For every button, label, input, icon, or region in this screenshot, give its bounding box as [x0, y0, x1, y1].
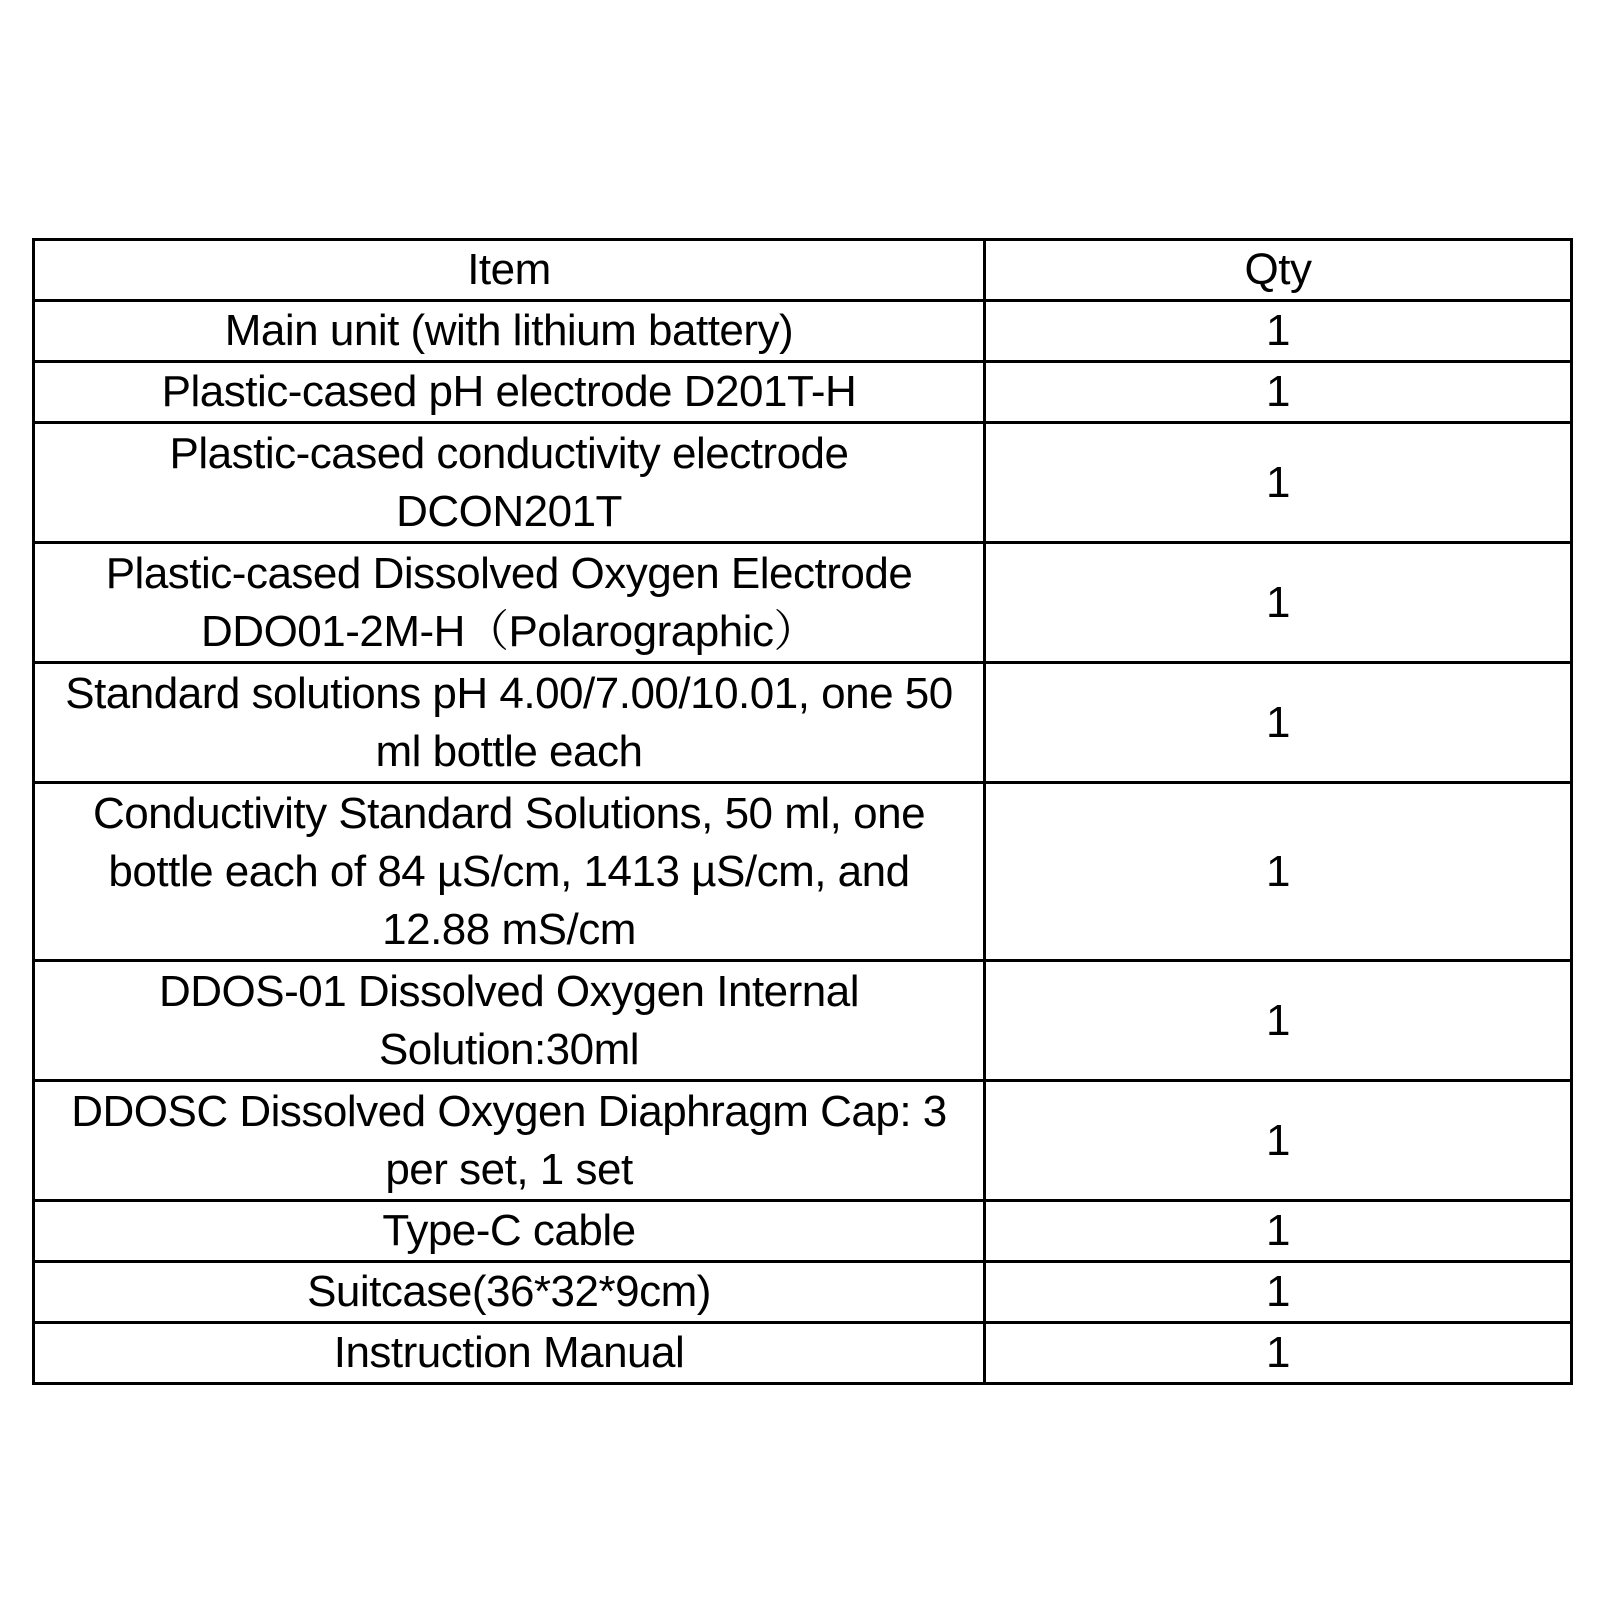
qty-cell: 1 — [985, 783, 1572, 961]
qty-cell: 1 — [985, 543, 1572, 663]
item-cell: Plastic-cased pH electrode D201T-H — [34, 362, 985, 423]
qty-cell: 1 — [985, 961, 1572, 1081]
table-body — [34, 301, 1572, 1384]
table-header — [34, 240, 1572, 301]
item-cell: Suitcase(36*32*9cm) — [34, 1262, 985, 1323]
table-row — [34, 783, 1572, 961]
table-row — [34, 961, 1572, 1081]
table-row — [34, 1081, 1572, 1201]
column-header-item: Item — [34, 240, 985, 301]
table-row — [34, 362, 1572, 423]
item-cell: Standard solutions pH 4.00/7.00/10.01, one 50 ml bottle each — [34, 663, 985, 783]
table-row — [34, 423, 1572, 543]
table-row — [34, 543, 1572, 663]
header-row — [34, 240, 1572, 301]
qty-cell: 1 — [985, 1262, 1572, 1323]
qty-cell: 1 — [985, 1081, 1572, 1201]
table-row — [34, 1201, 1572, 1262]
table-row — [34, 1262, 1572, 1323]
item-cell: DDOSC Dissolved Oxygen Diaphragm Cap: 3 per set, 1 set — [34, 1081, 985, 1201]
item-cell: Plastic-cased conductivity electrode DCON201T — [34, 423, 985, 543]
table-row — [34, 1323, 1572, 1384]
item-cell: Type-C cable — [34, 1201, 985, 1262]
qty-cell: 1 — [985, 1323, 1572, 1384]
item-cell: Main unit (with lithium battery) — [34, 301, 985, 362]
item-cell: Instruction Manual — [34, 1323, 985, 1384]
item-cell: Conductivity Standard Solutions, 50 ml, one bottle each of 84 µS/cm, 1413 µS/cm, and 12.88 mS/cm — [34, 783, 985, 961]
qty-cell: 1 — [985, 362, 1572, 423]
column-header-qty: Qty — [985, 240, 1572, 301]
packing-list-table — [32, 238, 1573, 1385]
qty-cell: 1 — [985, 423, 1572, 543]
qty-cell: 1 — [985, 663, 1572, 783]
table-row — [34, 663, 1572, 783]
item-cell: Plastic-cased Dissolved Oxygen Electrode DDO01-2M-H（Polarographic） — [34, 543, 985, 663]
qty-cell: 1 — [985, 301, 1572, 362]
item-cell: DDOS-01 Dissolved Oxygen Internal Solution:30ml — [34, 961, 985, 1081]
table-row — [34, 301, 1572, 362]
qty-cell: 1 — [985, 1201, 1572, 1262]
